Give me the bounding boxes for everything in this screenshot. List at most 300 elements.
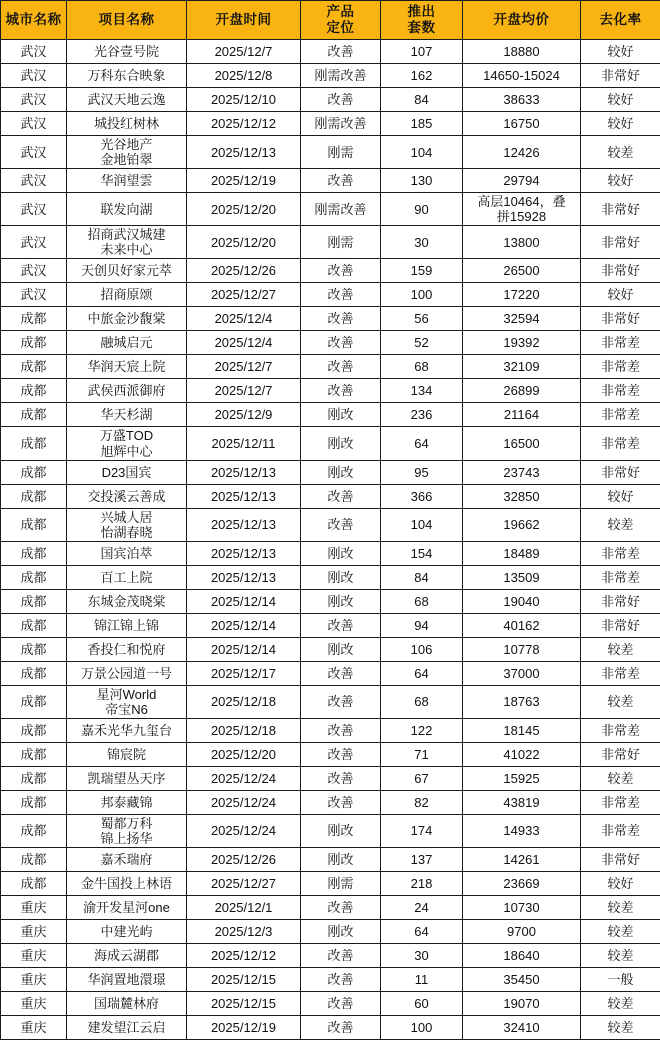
cell-price-line: 41022: [464, 747, 579, 762]
cell-project: [67, 565, 187, 589]
cell-date: 2025/12/20: [187, 226, 301, 259]
table-row: [1, 193, 660, 226]
table-row: [1, 169, 660, 193]
cell-project: [67, 40, 187, 64]
cell-project-line: 香投仁和悦府: [68, 642, 185, 657]
cell-date: 2025/12/1: [187, 896, 301, 920]
cell-project-line: 华润天宸上院: [68, 359, 185, 374]
cell-type: 改善: [301, 992, 381, 1016]
column-header-label: 开盘均价: [464, 12, 579, 28]
column-header-label: 定位: [302, 20, 379, 36]
cell-date: 2025/12/24: [187, 814, 301, 847]
cell-rate: 较差: [581, 766, 660, 790]
cell-city: 成都: [1, 685, 67, 718]
cell-date: 2025/12/11: [187, 427, 301, 460]
column-header-date: [187, 1, 301, 40]
header-row: [1, 1, 660, 40]
cell-type: 改善: [301, 790, 381, 814]
column-header-label: 推出: [382, 4, 461, 20]
table-row: [1, 403, 660, 427]
table-row: [1, 637, 660, 661]
cell-price: [463, 460, 581, 484]
cell-date: 2025/12/19: [187, 1016, 301, 1040]
cell-units: 94: [381, 613, 463, 637]
cell-units: 84: [381, 565, 463, 589]
table-row: [1, 88, 660, 112]
table-row: [1, 136, 660, 169]
cell-type: 刚需改善: [301, 64, 381, 88]
cell-type: 改善: [301, 484, 381, 508]
cell-price: [463, 259, 581, 283]
cell-date: 2025/12/27: [187, 283, 301, 307]
cell-rate: 较好: [581, 112, 660, 136]
cell-project: [67, 790, 187, 814]
cell-city: 武汉: [1, 193, 67, 226]
cell-project-line: 华润望雲: [68, 173, 185, 188]
cell-type: 改善: [301, 718, 381, 742]
cell-price: [463, 766, 581, 790]
cell-price: [463, 565, 581, 589]
cell-date: 2025/12/10: [187, 88, 301, 112]
cell-project-line: 招商武汉城建: [68, 227, 185, 242]
cell-units: 95: [381, 460, 463, 484]
cell-project-line: 华润置地澴璟: [68, 972, 185, 987]
column-header-units: [381, 1, 463, 40]
cell-city: 重庆: [1, 920, 67, 944]
table-row: [1, 613, 660, 637]
table-row: [1, 307, 660, 331]
cell-rate: 非常差: [581, 661, 660, 685]
cell-price: [463, 848, 581, 872]
cell-price-line: 19040: [464, 594, 579, 609]
cell-rate: 非常差: [581, 790, 660, 814]
cell-price-line: 19070: [464, 996, 579, 1011]
cell-rate: 非常差: [581, 814, 660, 847]
cell-price: [463, 1016, 581, 1040]
cell-project: [67, 307, 187, 331]
column-header-type: [301, 1, 381, 40]
cell-date: 2025/12/4: [187, 307, 301, 331]
table-row: [1, 790, 660, 814]
cell-date: 2025/12/15: [187, 968, 301, 992]
cell-project-line: 旭辉中心: [68, 444, 185, 459]
cell-date: 2025/12/13: [187, 484, 301, 508]
cell-city: 成都: [1, 427, 67, 460]
cell-price-line: 18763: [464, 694, 579, 709]
cell-city: 重庆: [1, 896, 67, 920]
cell-rate: 非常差: [581, 403, 660, 427]
cell-project-line: 万盛TOD: [68, 428, 185, 443]
cell-date: 2025/12/19: [187, 169, 301, 193]
cell-city: 成都: [1, 565, 67, 589]
cell-project-line: 万科东合映象: [68, 68, 185, 83]
cell-units: 82: [381, 790, 463, 814]
cell-units: 366: [381, 484, 463, 508]
cell-price-line: 29794: [464, 173, 579, 188]
cell-price: [463, 331, 581, 355]
cell-project: [67, 112, 187, 136]
cell-rate: 较差: [581, 992, 660, 1016]
cell-type: 刚改: [301, 460, 381, 484]
cell-date: 2025/12/7: [187, 355, 301, 379]
cell-price: [463, 872, 581, 896]
table-row: [1, 1016, 660, 1040]
cell-city: 武汉: [1, 136, 67, 169]
table-row: [1, 718, 660, 742]
cell-units: 84: [381, 88, 463, 112]
cell-price: [463, 226, 581, 259]
cell-date: 2025/12/15: [187, 992, 301, 1016]
cell-price-line: 32410: [464, 1020, 579, 1035]
cell-project-line: 邦泰藏锦: [68, 795, 185, 810]
cell-project-line: 武汉天地云逸: [68, 92, 185, 107]
cell-price: [463, 637, 581, 661]
column-header-project: [67, 1, 187, 40]
cell-project: [67, 814, 187, 847]
cell-price-line: 13509: [464, 570, 579, 585]
table-row: [1, 427, 660, 460]
table-row: [1, 920, 660, 944]
cell-date: 2025/12/14: [187, 613, 301, 637]
cell-units: 134: [381, 379, 463, 403]
cell-price-line: 18880: [464, 44, 579, 59]
cell-project-line: 建发望江云启: [68, 1020, 185, 1035]
cell-price-line: 16500: [464, 436, 579, 451]
cell-units: 104: [381, 136, 463, 169]
cell-rate: 较好: [581, 40, 660, 64]
cell-date: 2025/12/13: [187, 508, 301, 541]
cell-price: [463, 508, 581, 541]
cell-units: 100: [381, 283, 463, 307]
cell-project-line: 中旅金沙馥棠: [68, 311, 185, 326]
cell-date: 2025/12/24: [187, 766, 301, 790]
cell-project-line: 锦江锦上锦: [68, 618, 185, 633]
cell-project-line: 招商原颂: [68, 287, 185, 302]
cell-price: [463, 742, 581, 766]
cell-price-line: 23669: [464, 876, 579, 891]
cell-type: 改善: [301, 685, 381, 718]
table-row: [1, 968, 660, 992]
cell-price: [463, 283, 581, 307]
cell-project: [67, 1016, 187, 1040]
cell-project-line: 交投溪云善成: [68, 489, 185, 504]
cell-project: [67, 169, 187, 193]
cell-date: 2025/12/26: [187, 848, 301, 872]
cell-units: 56: [381, 307, 463, 331]
cell-project-line: 国瑞麓林府: [68, 996, 185, 1011]
cell-price-line: 26500: [464, 263, 579, 278]
cell-type: 刚需: [301, 872, 381, 896]
cell-city: 重庆: [1, 1016, 67, 1040]
cell-units: 24: [381, 896, 463, 920]
cell-price: [463, 484, 581, 508]
cell-rate: 非常差: [581, 331, 660, 355]
cell-price: [463, 814, 581, 847]
cell-type: 改善: [301, 169, 381, 193]
cell-price-line: 拼15928: [464, 209, 579, 224]
cell-rate: 较差: [581, 944, 660, 968]
cell-project: [67, 88, 187, 112]
cell-city: 武汉: [1, 226, 67, 259]
cell-date: 2025/12/7: [187, 40, 301, 64]
cell-price-line: 23743: [464, 465, 579, 480]
cell-city: 成都: [1, 331, 67, 355]
cell-project-line: 嘉禾瑞府: [68, 852, 185, 867]
cell-type: 改善: [301, 379, 381, 403]
cell-price: [463, 169, 581, 193]
table-row: [1, 379, 660, 403]
cell-units: 185: [381, 112, 463, 136]
table-row: [1, 331, 660, 355]
cell-units: 52: [381, 331, 463, 355]
cell-city: 武汉: [1, 88, 67, 112]
cell-type: 刚改: [301, 541, 381, 565]
cell-rate: 较好: [581, 283, 660, 307]
cell-rate: 较差: [581, 685, 660, 718]
cell-project: [67, 968, 187, 992]
cell-date: 2025/12/18: [187, 718, 301, 742]
cell-price-line: 14261: [464, 852, 579, 867]
cell-project: [67, 259, 187, 283]
cell-project-line: 中建光屿: [68, 924, 185, 939]
cell-project: [67, 541, 187, 565]
cell-price-line: 18145: [464, 723, 579, 738]
cell-units: 30: [381, 944, 463, 968]
table-row: [1, 848, 660, 872]
cell-price: [463, 136, 581, 169]
cell-type: 改善: [301, 896, 381, 920]
table-row: [1, 283, 660, 307]
cell-rate: 非常好: [581, 613, 660, 637]
cell-project-line: 怡湖春晓: [68, 525, 185, 540]
cell-rate: 非常好: [581, 64, 660, 88]
cell-type: 刚改: [301, 403, 381, 427]
table-row: [1, 814, 660, 847]
cell-units: 106: [381, 637, 463, 661]
cell-rate: 较好: [581, 88, 660, 112]
cell-price: [463, 992, 581, 1016]
cell-price-line: 18489: [464, 546, 579, 561]
cell-project-line: D23国宾: [68, 465, 185, 480]
column-header-label: 产品: [302, 4, 379, 20]
cell-project: [67, 920, 187, 944]
table-row: [1, 259, 660, 283]
cell-price-line: 12426: [464, 145, 579, 160]
cell-project-line: 联发向湖: [68, 202, 185, 217]
cell-project: [67, 637, 187, 661]
cell-date: 2025/12/3: [187, 920, 301, 944]
cell-rate: 一般: [581, 968, 660, 992]
cell-city: 成都: [1, 484, 67, 508]
cell-type: 改善: [301, 508, 381, 541]
cell-date: 2025/12/24: [187, 790, 301, 814]
table-row: [1, 872, 660, 896]
cell-rate: 非常差: [581, 718, 660, 742]
cell-project-line: 华天杉湖: [68, 407, 185, 422]
cell-units: 68: [381, 589, 463, 613]
cell-city: 成都: [1, 613, 67, 637]
cell-type: 改善: [301, 307, 381, 331]
cell-units: 107: [381, 40, 463, 64]
table-row: [1, 355, 660, 379]
table-row: [1, 565, 660, 589]
cell-rate: 较差: [581, 508, 660, 541]
table-header: [1, 1, 660, 40]
cell-units: 130: [381, 169, 463, 193]
cell-units: 64: [381, 427, 463, 460]
cell-type: 改善: [301, 40, 381, 64]
cell-rate: 较差: [581, 136, 660, 169]
cell-city: 成都: [1, 718, 67, 742]
cell-date: 2025/12/27: [187, 872, 301, 896]
cell-project-line: 帝宝N6: [68, 702, 185, 717]
cell-rate: 非常好: [581, 226, 660, 259]
cell-project: [67, 427, 187, 460]
cell-type: 改善: [301, 742, 381, 766]
cell-city: 武汉: [1, 169, 67, 193]
cell-price: [463, 427, 581, 460]
table-row: [1, 589, 660, 613]
cell-project: [67, 136, 187, 169]
cell-price-line: 10778: [464, 642, 579, 657]
cell-rate: 较差: [581, 1016, 660, 1040]
cell-price-line: 40162: [464, 618, 579, 633]
cell-units: 137: [381, 848, 463, 872]
cell-type: 刚改: [301, 920, 381, 944]
cell-units: 159: [381, 259, 463, 283]
cell-type: 刚改: [301, 589, 381, 613]
cell-project-line: 融城启元: [68, 335, 185, 350]
cell-project-line: 百工上院: [68, 570, 185, 585]
table-row: [1, 766, 660, 790]
cell-date: 2025/12/26: [187, 259, 301, 283]
cell-price-line: 19392: [464, 335, 579, 350]
cell-project-line: 武侯西派御府: [68, 383, 185, 398]
cell-price-line: 16750: [464, 116, 579, 131]
cell-rate: 非常好: [581, 460, 660, 484]
cell-type: 刚需: [301, 226, 381, 259]
cell-type: 改善: [301, 88, 381, 112]
cell-type: 改善: [301, 613, 381, 637]
cell-project-line: 锦上扬华: [68, 831, 185, 846]
table-row: [1, 460, 660, 484]
cell-project-line: 兴城人居: [68, 510, 185, 525]
cell-units: 174: [381, 814, 463, 847]
cell-units: 122: [381, 718, 463, 742]
cell-project: [67, 226, 187, 259]
cell-units: 162: [381, 64, 463, 88]
cell-type: 刚改: [301, 565, 381, 589]
cell-rate: 较好: [581, 484, 660, 508]
cell-price: [463, 355, 581, 379]
cell-project-line: 光谷壹号院: [68, 44, 185, 59]
cell-city: 成都: [1, 379, 67, 403]
cell-project-line: 国宾泊萃: [68, 546, 185, 561]
cell-rate: 非常好: [581, 589, 660, 613]
cell-rate: 非常好: [581, 848, 660, 872]
cell-price: [463, 88, 581, 112]
cell-project-line: 蜀都万科: [68, 816, 185, 831]
table-row: [1, 661, 660, 685]
cell-city: 成都: [1, 814, 67, 847]
table-row: [1, 40, 660, 64]
table-row: [1, 541, 660, 565]
cell-project: [67, 403, 187, 427]
cell-city: 成都: [1, 541, 67, 565]
table-row: [1, 64, 660, 88]
cell-price-line: 10730: [464, 900, 579, 915]
cell-units: 154: [381, 541, 463, 565]
cell-city: 武汉: [1, 259, 67, 283]
cell-project-line: 万景公园道一号: [68, 666, 185, 681]
cell-project-line: 城投红树林: [68, 116, 185, 131]
cell-city: 成都: [1, 790, 67, 814]
table-row: [1, 484, 660, 508]
table-body: [1, 40, 660, 1040]
cell-rate: 较差: [581, 637, 660, 661]
cell-city: 武汉: [1, 112, 67, 136]
cell-date: 2025/12/8: [187, 64, 301, 88]
cell-type: 改善: [301, 968, 381, 992]
cell-type: 改善: [301, 331, 381, 355]
cell-price: [463, 40, 581, 64]
cell-city: 重庆: [1, 944, 67, 968]
column-header-label: 城市名称: [2, 12, 65, 28]
cell-type: 刚改: [301, 637, 381, 661]
cell-project: [67, 944, 187, 968]
cell-project: [67, 484, 187, 508]
cell-type: 改善: [301, 355, 381, 379]
table-row: [1, 226, 660, 259]
cell-units: 71: [381, 742, 463, 766]
cell-date: 2025/12/20: [187, 193, 301, 226]
cell-date: 2025/12/20: [187, 742, 301, 766]
cell-project-line: 凯瑞望丛天序: [68, 771, 185, 786]
cell-project-line: 天创贝好家元萃: [68, 263, 185, 278]
cell-project-line: 金牛国投上林语: [68, 876, 185, 891]
cell-price-line: 18640: [464, 948, 579, 963]
table-row: [1, 992, 660, 1016]
cell-city: 成都: [1, 460, 67, 484]
cell-price-line: 21164: [464, 407, 579, 422]
cell-type: 改善: [301, 766, 381, 790]
cell-date: 2025/12/7: [187, 379, 301, 403]
cell-price: [463, 307, 581, 331]
cell-project: [67, 718, 187, 742]
table-row: [1, 685, 660, 718]
cell-price: [463, 379, 581, 403]
cell-price-line: 14933: [464, 823, 579, 838]
cell-date: 2025/12/18: [187, 685, 301, 718]
cell-price: [463, 790, 581, 814]
cell-rate: 较好: [581, 872, 660, 896]
cell-price-line: 32109: [464, 359, 579, 374]
cell-project: [67, 685, 187, 718]
cell-units: 11: [381, 968, 463, 992]
cell-price-line: 37000: [464, 666, 579, 681]
cell-price-line: 32594: [464, 311, 579, 326]
cell-project: [67, 992, 187, 1016]
cell-type: 刚改: [301, 814, 381, 847]
cell-rate: 非常好: [581, 742, 660, 766]
cell-rate: 非常好: [581, 307, 660, 331]
cell-project-line: 金地铂翠: [68, 152, 185, 167]
cell-price-line: 26899: [464, 383, 579, 398]
cell-city: 武汉: [1, 64, 67, 88]
table-row: [1, 742, 660, 766]
cell-city: 武汉: [1, 40, 67, 64]
cell-project: [67, 661, 187, 685]
